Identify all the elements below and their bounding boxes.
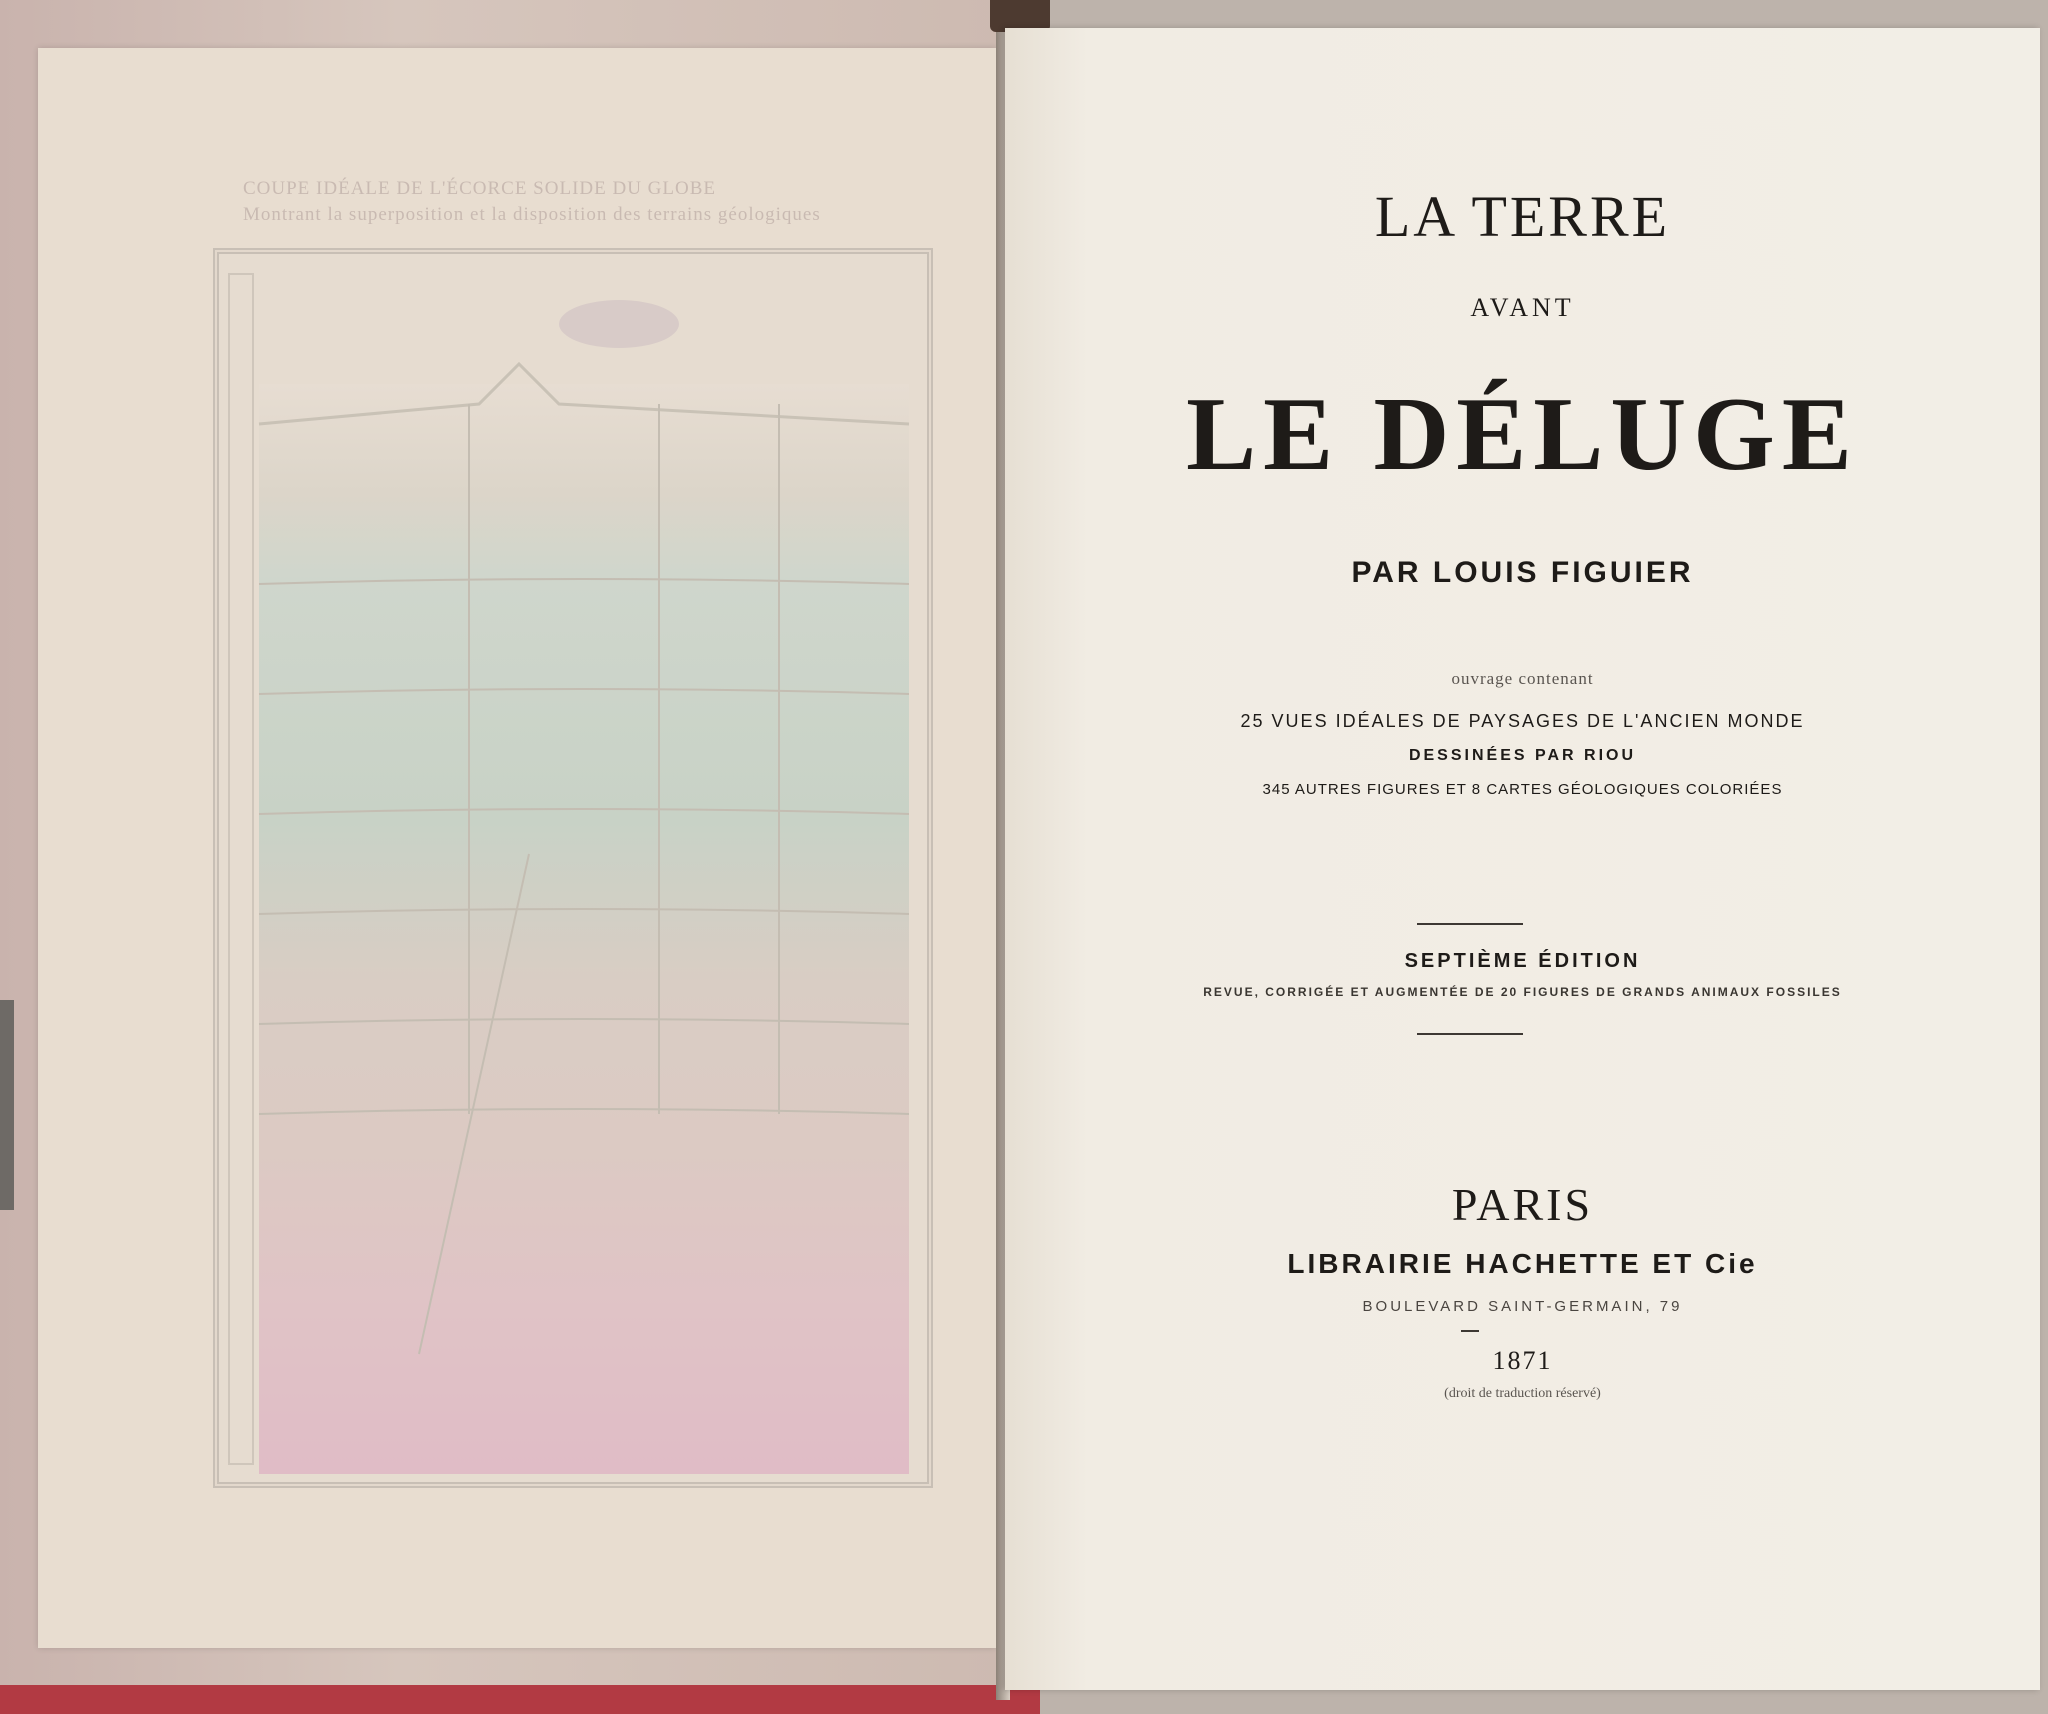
red-cover-edge <box>0 1685 1040 1714</box>
shelf-edge <box>0 1000 14 1210</box>
frontispiece-caption <box>243 176 863 228</box>
publisher-line: LIBRAIRIE HACHETTE ET Cie <box>1287 1248 1758 1279</box>
edition-line: SEPTIÈME ÉDITION <box>1404 950 1641 972</box>
contents-intro: ouvrage contenant <box>1451 669 1594 688</box>
frontispiece-caption-line2: Montrant la superposition et la disposition des terrains géologiques <box>243 204 821 225</box>
contents-line-2: DESSINÉES PAR RIOU <box>1408 747 1637 764</box>
divider-bottom <box>1417 1033 1523 1035</box>
title-page <box>1005 28 2040 1690</box>
geological-plate <box>213 248 933 1488</box>
edition-note: REVUE, CORRIGÉE ET AUGMENTÉE DE 20 FIGURES DE GRANDS ANIMAUX FOSSILES <box>1203 985 1842 999</box>
address-line: BOULEVARD SAINT-GERMAIN, 79 <box>1362 1298 1683 1315</box>
geological-section-illustration <box>219 254 927 1482</box>
title-line-1: LA TERRE <box>1374 184 1671 249</box>
author-line: PAR LOUIS FIGUIER <box>1351 556 1694 589</box>
title-line-2: AVANT <box>1470 293 1575 322</box>
divider-top <box>1417 923 1523 925</box>
contents-line-1: 25 VUES IDÉALES DE PAYSAGES DE L'ANCIEN MONDE <box>1240 711 1805 731</box>
frontispiece-caption-line1: COUPE IDÉALE DE L'ÉCORCE SOLIDE DU GLOBE <box>243 178 717 199</box>
rights-line: (droit de traduction réservé) <box>1444 1386 1601 1401</box>
divider-small <box>1461 1330 1479 1332</box>
city-line: PARIS <box>1451 1179 1594 1230</box>
year-line: 1871 <box>1492 1346 1553 1375</box>
tissue-guard-page <box>38 48 996 1648</box>
title-line-3: LE DÉLUGE <box>1186 375 1859 492</box>
contents-line-3: 345 AUTRES FIGURES ET 8 CARTES GÉOLOGIQUES COLORIÉES <box>1262 781 1783 798</box>
